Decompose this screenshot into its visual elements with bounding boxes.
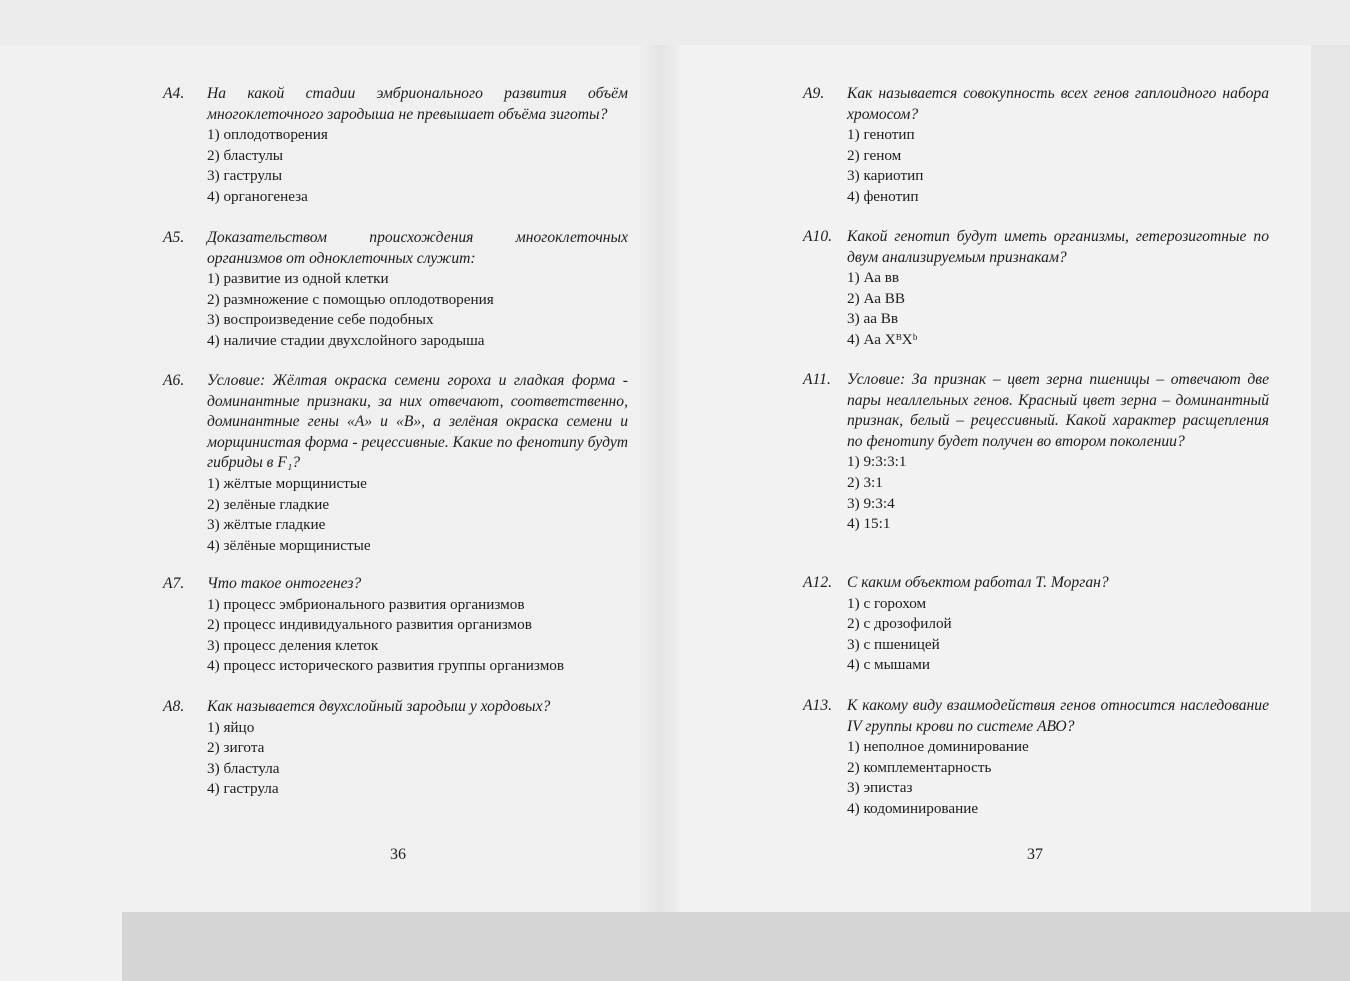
answer-option: 2) зигота xyxy=(207,739,265,757)
question-a8 xyxy=(163,697,628,800)
answer-option: 1) Аа вв xyxy=(847,269,900,287)
answer-option: 4) наличие стадии двухслойного зародыша xyxy=(207,331,485,349)
answer-option: 1) жёлтые морщинистые xyxy=(207,474,367,492)
question-heading xyxy=(163,228,628,269)
question-a7 xyxy=(163,574,628,677)
answer-option: 4) фенотип xyxy=(847,187,919,205)
answer-list xyxy=(803,594,1269,676)
answer-option: 4) с мышами xyxy=(847,656,930,674)
question-number: А11. xyxy=(803,371,831,388)
answer-option: 4) кодоминирование xyxy=(847,799,979,817)
answer-option: 4) гаструла xyxy=(207,780,279,798)
question-heading xyxy=(163,574,628,595)
answer-list xyxy=(803,737,1269,819)
question-number: А8. xyxy=(163,698,185,715)
question-text: Какой генотип будут иметь организмы, гетерозиготные по двум анализируемым признакам? xyxy=(847,228,1269,266)
answer-option: 2) с дрозофилой xyxy=(847,615,952,633)
question-a9 xyxy=(803,84,1269,208)
answer-option: 4) процесс исторического развития группы организмов xyxy=(207,657,565,675)
answer-list xyxy=(163,474,628,556)
answer-option: 3) кариотип xyxy=(847,167,924,185)
question-number: А7. xyxy=(163,575,185,592)
answer-option: 3) процесс деления клеток xyxy=(207,636,379,654)
answer-option: 3) с пшеницей xyxy=(847,635,940,653)
answer-option: 1) процесс эмбрионального развития организмов xyxy=(207,595,525,613)
answer-option: 2) геном xyxy=(847,146,902,164)
answer-option: 3) бластула xyxy=(207,759,280,777)
answer-option: 4) зёлёные морщинистые xyxy=(207,536,371,554)
answer-option: 1) яйцо xyxy=(207,718,255,736)
answer-option: 4) Аа XᴮXᵇ xyxy=(847,330,918,348)
answer-option: 2) бластулы xyxy=(207,146,284,164)
book-gutter xyxy=(640,45,680,912)
scan-background-left xyxy=(0,45,122,981)
question-a12 xyxy=(803,573,1269,676)
question-heading xyxy=(803,370,1269,452)
answer-option: 3) гаструлы xyxy=(207,167,283,185)
answer-list xyxy=(163,125,628,207)
answer-option: 1) с горохом xyxy=(847,594,927,612)
question-a13 xyxy=(803,696,1269,820)
scan-background-bottom xyxy=(122,912,1350,981)
question-number: А5. xyxy=(163,229,185,246)
answer-option: 4) органогенеза xyxy=(207,187,308,205)
question-a4 xyxy=(163,84,628,208)
question-heading xyxy=(803,696,1269,737)
question-text: Условие: За признак – цвет зерна пшеницы – отвечают две пары неаллельных генов. Красный цвет зерна – доминантный признак, белый – рецессивный. Какой характер расщепления по фенотипу будет получен во втором поколении? xyxy=(847,371,1269,450)
question-text: Как называется двухслойный зародыш у хордовых? xyxy=(207,698,551,715)
answer-option: 1) развитие из одной клетки xyxy=(207,270,389,288)
question-heading xyxy=(163,697,628,718)
answer-option: 2) Аа ВВ xyxy=(847,289,906,307)
question-text: На какой стадии эмбрионального развития объём многоклеточного зародыша не превышает объёма зиготы? xyxy=(207,85,628,123)
answer-list xyxy=(803,452,1269,534)
answer-option: 1) генотип xyxy=(847,126,915,144)
answer-option: 2) зелёные гладкие xyxy=(207,495,330,513)
answer-option: 1) неполное доминирование xyxy=(847,738,1029,756)
question-a10 xyxy=(803,227,1269,351)
answer-option: 1) 9:3:3:1 xyxy=(847,453,907,471)
answer-option: 2) размножение с помощью оплодотворения xyxy=(207,290,494,308)
question-a5 xyxy=(163,228,628,352)
question-a11 xyxy=(803,370,1269,535)
answer-list xyxy=(163,595,628,677)
question-heading xyxy=(163,371,628,474)
question-heading xyxy=(803,227,1269,268)
question-text: Что такое онтогенез? xyxy=(207,575,362,592)
answer-option: 4) 15:1 xyxy=(847,515,891,533)
answer-option: 2) 3:1 xyxy=(847,473,883,491)
question-number: А12. xyxy=(803,574,833,591)
question-text: Доказательством происхождения многоклеточных организмов от одноклеточных служит: xyxy=(207,229,628,267)
answer-option: 1) оплодотворения xyxy=(207,126,328,144)
question-text: Условие: Жёлтая окраска семени гороха и гладкая форма - доминантные признаки, за них отвечают, соответственно, доминантные гены «А» и «В», а зелёная окраска семени и морщинистая форма - рецессивные. Какие по фенотипу будут гибриды в F₁? xyxy=(207,372,628,472)
answer-option: 2) комплементарность xyxy=(847,758,992,776)
question-number: А4. xyxy=(163,85,185,102)
answer-list xyxy=(163,718,628,800)
answer-list xyxy=(803,125,1269,207)
answer-option: 2) процесс индивидуального развития организмов xyxy=(207,616,532,634)
question-number: А6. xyxy=(163,372,185,389)
answer-option: 3) жёлтые гладкие xyxy=(207,516,326,534)
question-number: А9. xyxy=(803,85,825,102)
scan-background-top xyxy=(0,0,1350,45)
question-heading xyxy=(803,84,1269,125)
answer-option: 3) 9:3:4 xyxy=(847,494,895,512)
question-heading xyxy=(803,573,1269,594)
question-number: А10. xyxy=(803,228,833,245)
answer-option: 3) аа Вв xyxy=(847,310,899,328)
answer-list xyxy=(163,269,628,351)
answer-option: 3) воспроизведение себе подобных xyxy=(207,311,434,329)
question-text: Как называется совокупность всех генов гаплоидного набора хромосом? xyxy=(847,85,1269,123)
question-text: К какому виду взаимодействия генов относится наследование IV группы крови по системе АВО? xyxy=(847,697,1269,735)
page-number-right: 37 xyxy=(1027,846,1043,863)
question-a6 xyxy=(163,371,628,556)
page-number-left: 36 xyxy=(390,846,406,863)
answer-option: 3) эпистаз xyxy=(847,779,913,797)
answer-list xyxy=(803,268,1269,350)
question-heading xyxy=(163,84,628,125)
question-text: С каким объектом работал Т. Морган? xyxy=(847,574,1109,591)
question-number: А13. xyxy=(803,697,833,714)
